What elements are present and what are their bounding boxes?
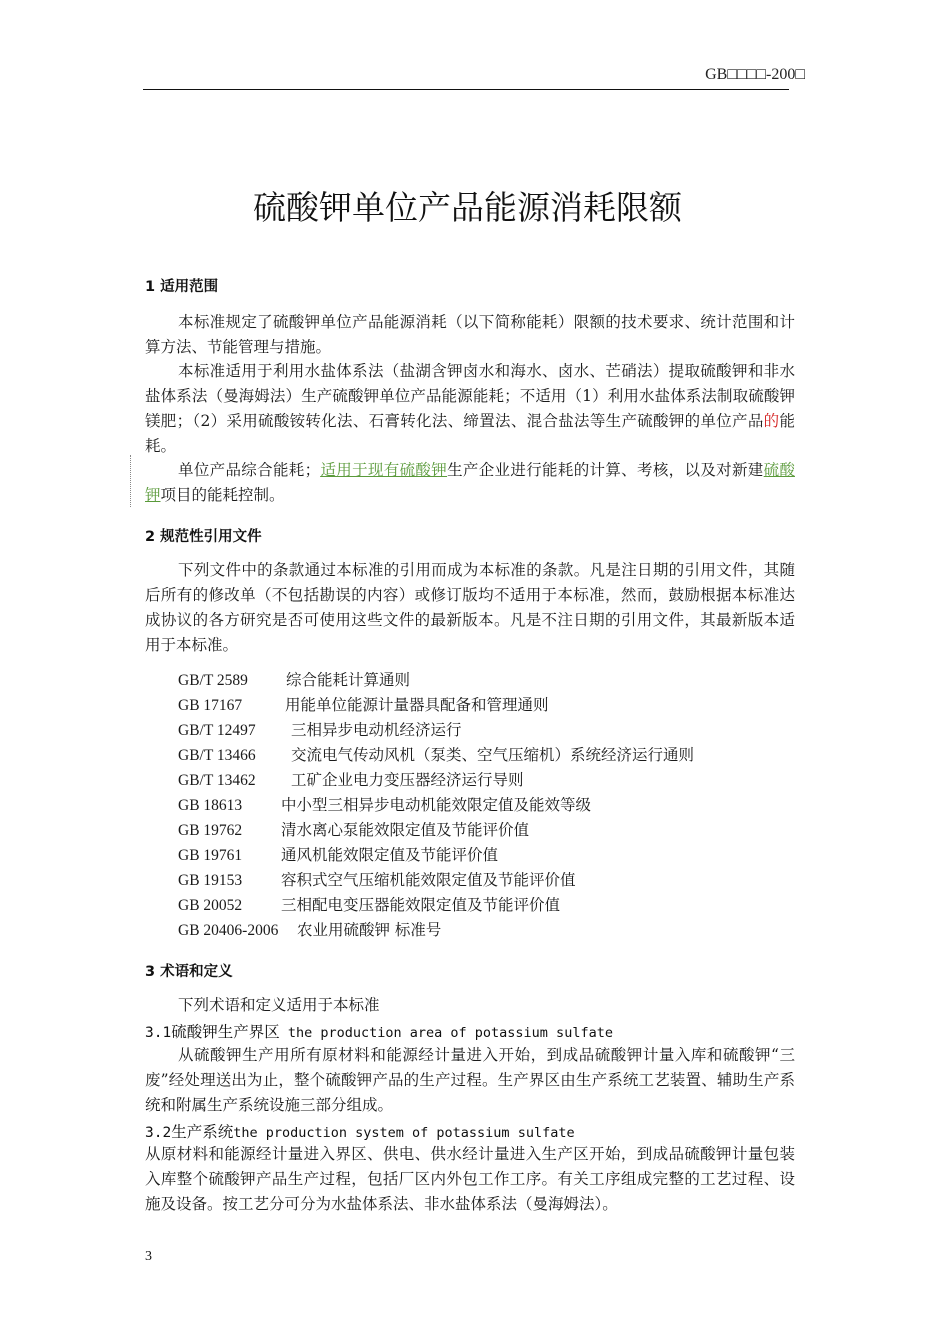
reference-code: GB/T 12497 [178, 722, 256, 739]
reference-code: GB 19762 [178, 822, 243, 839]
reference-code: GB 19761 [178, 847, 243, 864]
term-chinese: 硫酸钾生产界区 [171, 1023, 280, 1041]
text-run: 项目的能耗控制。 [160, 486, 285, 504]
reference-title: 三相配电变压器能效限定值及节能评价值 [281, 896, 561, 914]
term-3-1-heading [145, 1020, 613, 1042]
reference-code: GB 20406-2006 [178, 922, 279, 939]
term-3-2-heading [145, 1120, 575, 1142]
text-run: 能耗。 [145, 412, 795, 455]
section-1-paragraph-3 [145, 458, 795, 508]
reference-title: 三相异步电动机经济运行 [291, 721, 462, 739]
term-number: 3.1 [145, 1025, 172, 1041]
reference-title: 农业用硫酸钾 标准号 [297, 921, 442, 939]
tracked-change-red: 的 [763, 412, 780, 430]
reference-title: 中小型三相异步电动机能效限定值及能效等级 [281, 796, 592, 814]
header-rule [143, 89, 789, 90]
change-bar [130, 455, 131, 507]
reference-title: 通风机能效限定值及节能评价值 [281, 846, 499, 864]
reference-title: 综合能耗计算通则 [286, 671, 411, 689]
reference-code: GB 20052 [178, 897, 243, 914]
tracked-insertion: 硫酸钾 [145, 461, 795, 504]
document-code: GB□□□□-200□ [705, 66, 805, 83]
reference-title: 交流电气传动风机（泵类、空气压缩机）系统经济运行通则 [291, 746, 695, 764]
reference-code: GB 19153 [178, 872, 243, 889]
page-number: 3 [145, 1249, 152, 1264]
term-3-1-definition: 从硫酸钾生产用所有原材料和能源经计量进入开始，到成品硫酸钾计量入库和硫酸钾“三废”经处理送出为止，整个硫酸钾产品的生产过程。生产界区由生产系统工艺装置、辅助生产系统和附属生产系统设施三部分组成。 [145, 1046, 795, 1114]
reference-title: 清水离心泵能效限定值及节能评价值 [281, 821, 530, 839]
term-english: the production area of potassium sulfate [279, 1025, 613, 1041]
section-3-intro: 下列术语和定义适用于本标准 [178, 996, 380, 1014]
reference-title: 用能单位能源计量器具配备和管理通则 [285, 696, 549, 714]
term-english: the production system of potassium sulfate [233, 1125, 575, 1141]
section-1-paragraph-2 [145, 359, 795, 459]
text-run: 本标准适用于利用水盐体系法（盐湖含钾卤水和海水、卤水、芒硝法）提取硫酸钾和非水盐体系法（曼海姆法）生产硫酸钾单位产品能源能耗；不适用（1）利用水盐体系法制取硫酸钾镁肥；（2）采用硫酸铵转化法、石膏转化法、缔置法、混合盐法等生产硫酸钾的单位产品 [145, 362, 795, 430]
reference-title: 工矿企业电力变压器经济运行导则 [291, 771, 524, 789]
term-3-2-definition: 从原材料和能源经计量进入界区、供电、供水经计量进入生产区开始，到成品硫酸钾计量包装入库整个硫酸钾产品生产过程，包括厂区内外包工作工序。有关工序组成完整的工艺过程、设施及设备。按工艺分可分为水盐体系法、非水盐体系法（曼海姆法）。 [145, 1145, 795, 1213]
reference-code: GB/T 13462 [178, 772, 256, 789]
reference-code: GB 18613 [178, 797, 243, 814]
section-1-heading: 1 适用范围 [145, 279, 219, 295]
term-number: 3.2 [145, 1125, 172, 1141]
section-3-heading: 3 术语和定义 [145, 964, 233, 980]
section-1-paragraph-1: 本标准规定了硫酸钾单位产品能源消耗（以下简称能耗）限额的技术要求、统计范围和计算方法、节能管理与措施。 [145, 313, 795, 356]
term-chinese: 生产系统 [171, 1123, 234, 1141]
tracked-insertion: 适用于现有硫酸钾 [320, 461, 448, 479]
text-run: 单位产品综合能耗； [178, 461, 321, 479]
reference-code: GB 17167 [178, 697, 243, 714]
reference-code: GB/T 2589 [178, 672, 248, 689]
text-run: 生产企业进行能耗的计算、考核，以及对新建 [447, 461, 764, 479]
section-2-paragraph: 下列文件中的条款通过本标准的引用而成为本标准的条款。凡是注日期的引用文件，其随后所有的修改单（不包括勘误的内容）或修订版均不适用于本标准，然而，鼓励根据本标准达成协议的各方研究是否可使用这些文件的最新版本。凡是不注日期的引用文件，其最新版本适用于本标准。 [145, 561, 795, 654]
document-title: 硫酸钾单位产品能源消耗限额 [253, 188, 682, 227]
reference-code: GB/T 13466 [178, 747, 256, 764]
section-2-heading: 2 规范性引用文件 [145, 529, 262, 545]
reference-title: 容积式空气压缩机能效限定值及节能评价值 [281, 871, 576, 889]
